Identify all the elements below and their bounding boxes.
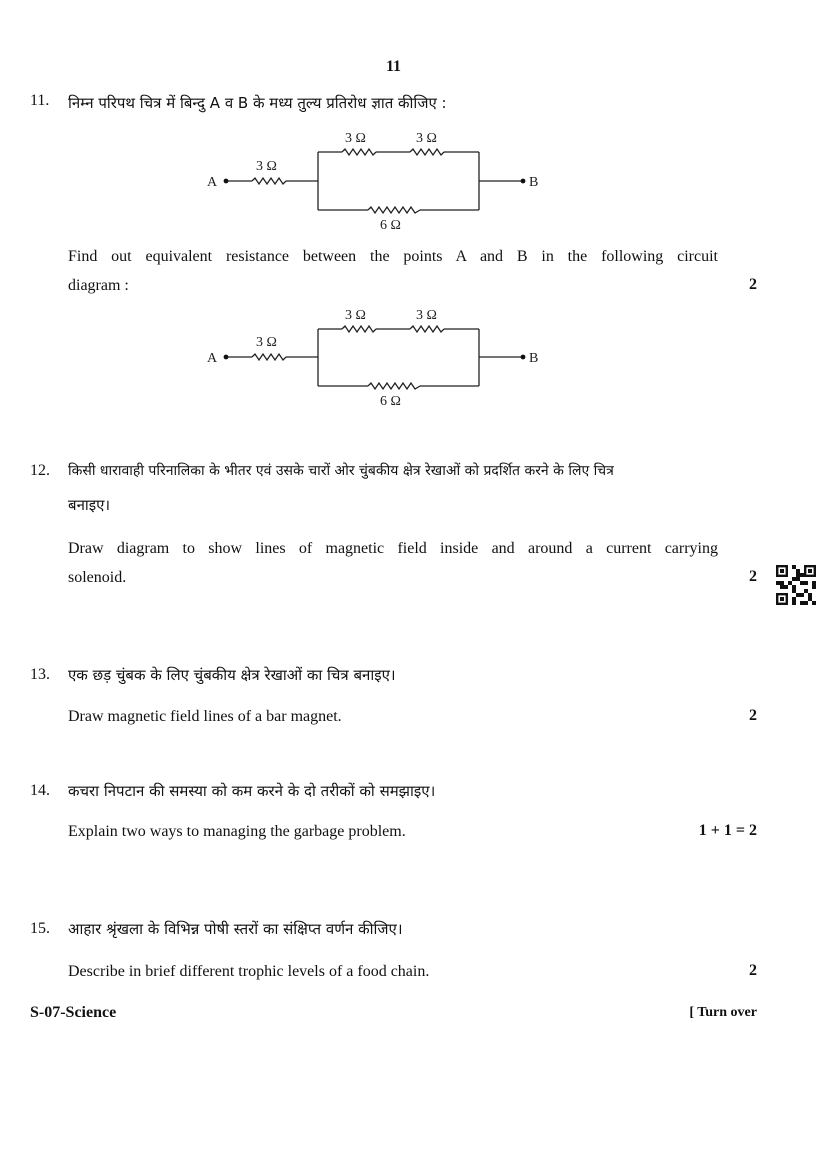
question-15-marks: 2: [749, 962, 757, 979]
question-12-marks: 2: [749, 568, 757, 585]
question-12-number: 12.: [30, 462, 50, 479]
resistor-series-label: 3 Ω: [256, 159, 277, 174]
page-number: 11: [385, 58, 402, 75]
question-15-english: Describe in brief different trophic levels of a food chain.: [68, 963, 430, 980]
circuit-diagram-hindi: [200, 122, 550, 232]
circuit-node-b: B: [529, 351, 539, 366]
circuit-node-b: B: [529, 175, 539, 190]
resistor-bottom-label: 6 Ω: [380, 218, 401, 232]
question-14-number: 14.: [30, 782, 50, 799]
question-13-hindi: एक छड़ चुंबक के लिए चुंबकीय क्षेत्र रेखाओं का चित्र बनाइए।: [68, 666, 396, 684]
question-11-number: 11.: [30, 92, 50, 109]
question-15-hindi: आहार श्रृंखला के विभिन्न पोषी स्तरों का संक्षिप्त वर्णन कीजिए।: [68, 920, 403, 938]
question-12-hindi-line2: बनाइए।: [68, 496, 111, 514]
resistor-top-right-label: 3 Ω: [416, 308, 437, 323]
question-15-number: 15.: [30, 920, 50, 937]
question-12-english-line2: solenoid.: [68, 569, 127, 586]
question-14-hindi: कचरा निपटान की समस्या को कम करने के दो तरीकों को समझाइए।: [68, 782, 436, 800]
question-12-hindi-line1: किसी धारावाही परिनालिका के भीतर एवं उसके चारों ओर चुंबकीय क्षेत्र रेखाओं को प्रदर्शित करने के लिए चित्र: [68, 463, 614, 479]
question-11-hindi: निम्न परिपथ चित्र में बिन्दु A व B के मध्य तुल्य प्रतिरोध ज्ञात कीजिए :: [68, 94, 447, 112]
question-12-english-line1: Draw diagram to show lines of magnetic field inside and around a current carrying: [68, 540, 718, 557]
question-13-english: Draw magnetic field lines of a bar magnet.: [68, 708, 342, 725]
circuit-node-a: A: [207, 175, 218, 190]
circuit-diagram-english: [200, 300, 550, 410]
question-14-marks: 1 + 1 = 2: [698, 822, 757, 839]
paper-code: S-07-Science: [30, 1004, 117, 1021]
question-13-marks: 2: [749, 707, 757, 724]
resistor-top-right-label: 3 Ω: [416, 131, 437, 146]
qr-code-icon: [776, 565, 816, 605]
resistor-bottom-label: 6 Ω: [380, 394, 401, 409]
question-13-number: 13.: [30, 666, 50, 683]
resistor-top-left-label: 3 Ω: [345, 308, 366, 323]
resistor-top-left-label: 3 Ω: [345, 131, 366, 146]
question-11-marks: 2: [749, 276, 757, 293]
turn-over-note: [ Turn over: [689, 1005, 757, 1020]
resistor-series-label: 3 Ω: [256, 335, 277, 350]
question-11-english-line1: Find out equivalent resistance between the points A and B in the following circuit: [68, 248, 718, 265]
circuit-node-a: A: [207, 351, 218, 366]
question-14-english: Explain two ways to managing the garbage problem.: [68, 823, 406, 840]
question-11-english-line2: diagram :: [68, 277, 129, 294]
